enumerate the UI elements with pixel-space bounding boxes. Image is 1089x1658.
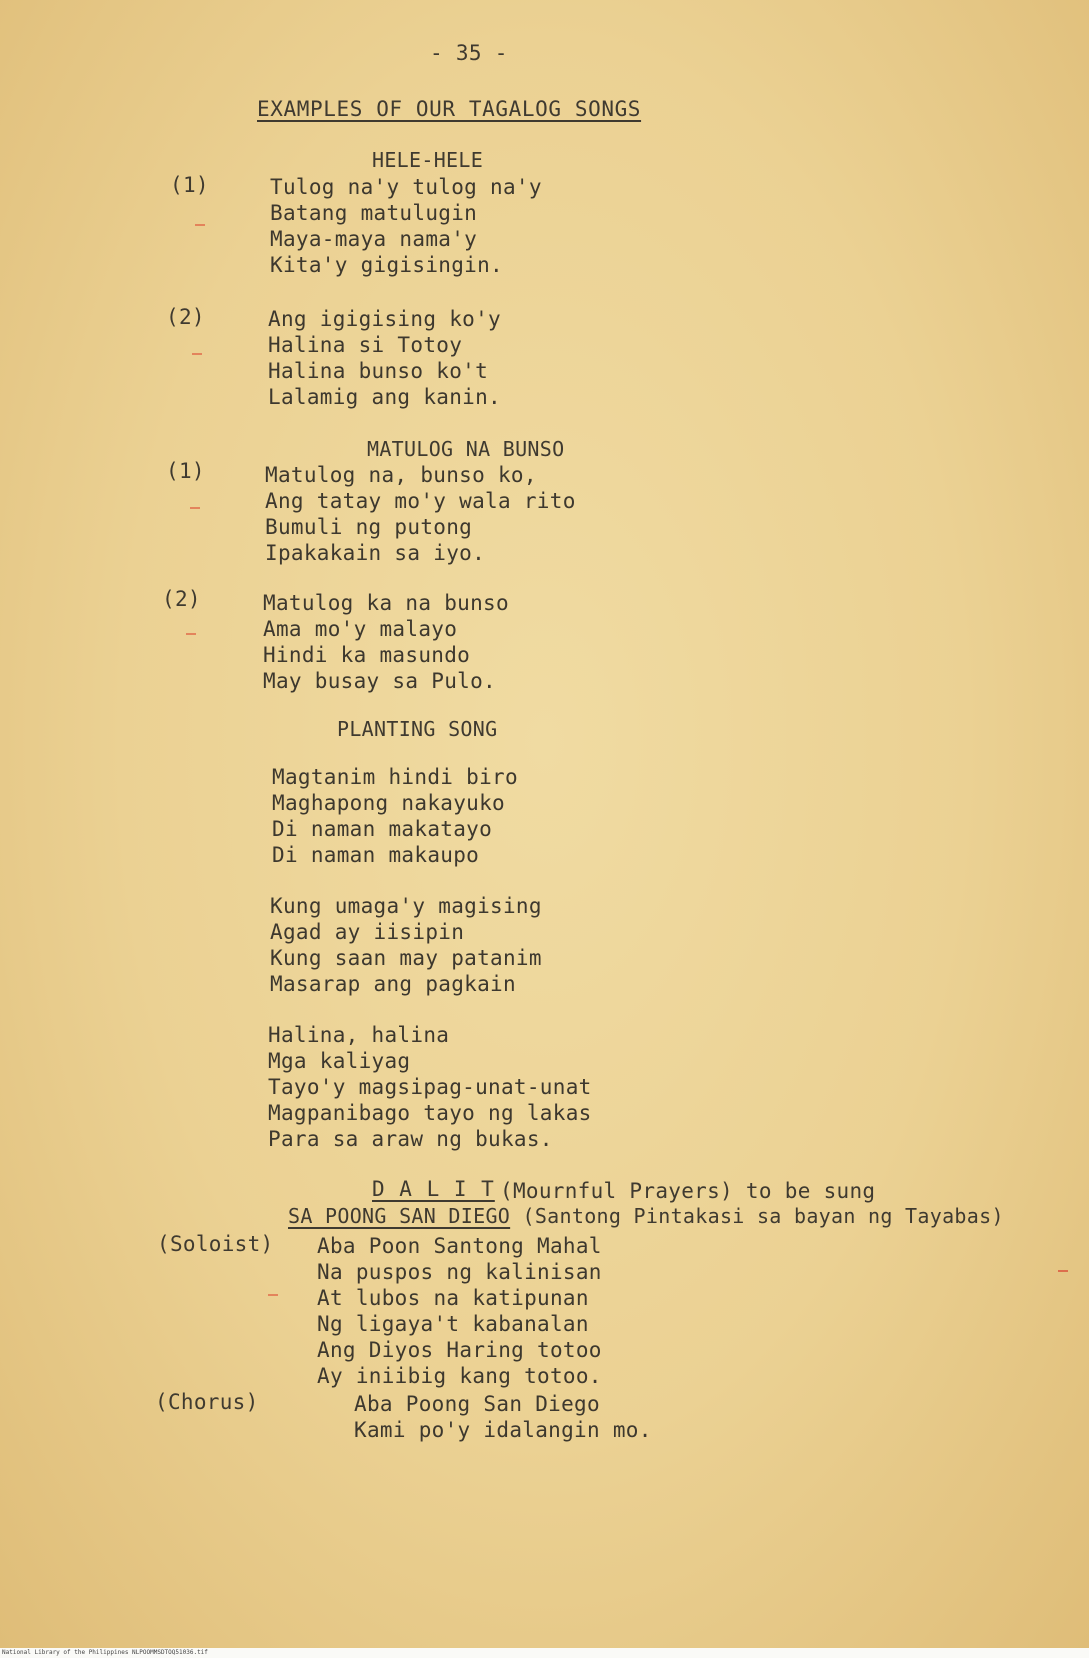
verse-number: (2)	[166, 305, 205, 329]
lyric-line: Ay iniibig kang totoo.	[317, 1364, 602, 1388]
dalit-title-description: (Mournful Prayers) to be sung	[500, 1179, 876, 1203]
lyric-line: Kami po'y idalangin mo.	[354, 1418, 652, 1442]
lyric-line: Di naman makaupo	[272, 843, 480, 867]
lyric-line: Ipakakain sa iyo.	[265, 541, 486, 565]
lyric-line: Halina, halina	[268, 1023, 450, 1047]
lyric-line: Agad ay iisipin	[270, 920, 465, 944]
lyric-line: At lubos na katipunan	[317, 1286, 589, 1310]
chorus-label: (Chorus)	[155, 1390, 259, 1414]
song-title-matulog-na-bunso: MATULOG NA BUNSO	[367, 437, 565, 461]
lyric-line: Maghapong nakayuko	[272, 791, 505, 815]
lyric-line: Ng ligaya't kabanalan	[317, 1312, 589, 1336]
archive-footer: National Library of the Philippines NLPOOMMSDTOQ51036.tif	[2, 1649, 208, 1656]
lyric-line: Ang tatay mo'y wala rito	[265, 489, 576, 513]
verse-number: (1)	[170, 173, 209, 197]
lyric-line: Aba Poong San Diego	[354, 1392, 600, 1416]
verse-number: (2)	[162, 587, 201, 611]
lyric-line: Ama mo'y malayo	[263, 617, 458, 641]
lyric-line: Bumuli ng putong	[265, 515, 473, 539]
lyric-line: Kung saan may patanim	[270, 946, 542, 970]
lyric-line: Kita'y gigisingin.	[270, 253, 503, 277]
page-number: - 35 -	[430, 41, 508, 65]
lyric-line: Aba Poon Santong Mahal	[317, 1234, 602, 1258]
lyric-line: Na puspos ng kalinisan	[317, 1260, 602, 1284]
lyric-line: Batang matulugin	[270, 201, 478, 225]
lyric-line: Matulog na, bunso ko,	[265, 463, 537, 487]
page-heading: EXAMPLES OF OUR TAGALOG SONGS	[257, 97, 642, 121]
song-title-planting-song: PLANTING SONG	[337, 717, 498, 741]
dalit-subtitle-main: SA POONG SAN DIEGO	[288, 1204, 511, 1228]
lyric-line: Para sa araw ng bukas.	[268, 1127, 553, 1151]
lyric-line: Di naman makatayo	[272, 817, 493, 841]
lyric-line: Hindi ka masundo	[263, 643, 471, 667]
lyric-line: Magpanibago tayo ng lakas	[268, 1101, 592, 1125]
lyric-line: Magtanim hindi biro	[272, 765, 518, 789]
verse-number: (1)	[166, 459, 205, 483]
soloist-label: (Soloist)	[157, 1232, 274, 1256]
lyric-line: Halina si Totoy	[268, 333, 463, 357]
lyric-line: Ang igigising ko'y	[268, 307, 501, 331]
lyric-line: Halina bunso ko't	[268, 359, 489, 383]
lyric-line: Ang Diyos Haring totoo	[317, 1338, 602, 1362]
lyric-line: May busay sa Pulo.	[263, 669, 496, 693]
dalit-title: D A L I T	[372, 1177, 495, 1201]
lyric-line: Lalamig ang kanin.	[268, 385, 501, 409]
lyric-line: Tulog na'y tulog na'y	[270, 175, 542, 199]
lyric-line: Matulog ka na bunso	[263, 591, 509, 615]
dalit-subtitle	[288, 1203, 1004, 1229]
dalit-subtitle-paren: (Santong Pintakasi sa bayan ng Tayabas)	[522, 1204, 1004, 1228]
song-title-hele-hele: HELE-HELE	[372, 148, 484, 172]
lyric-line: Masarap ang pagkain	[270, 972, 516, 996]
lyric-line: Maya-maya nama'y	[270, 227, 478, 251]
lyric-line: Kung umaga'y magising	[270, 894, 542, 918]
lyric-line: Mga kaliyag	[268, 1049, 411, 1073]
lyric-line: Tayo'y magsipag-unat-unat	[268, 1075, 592, 1099]
